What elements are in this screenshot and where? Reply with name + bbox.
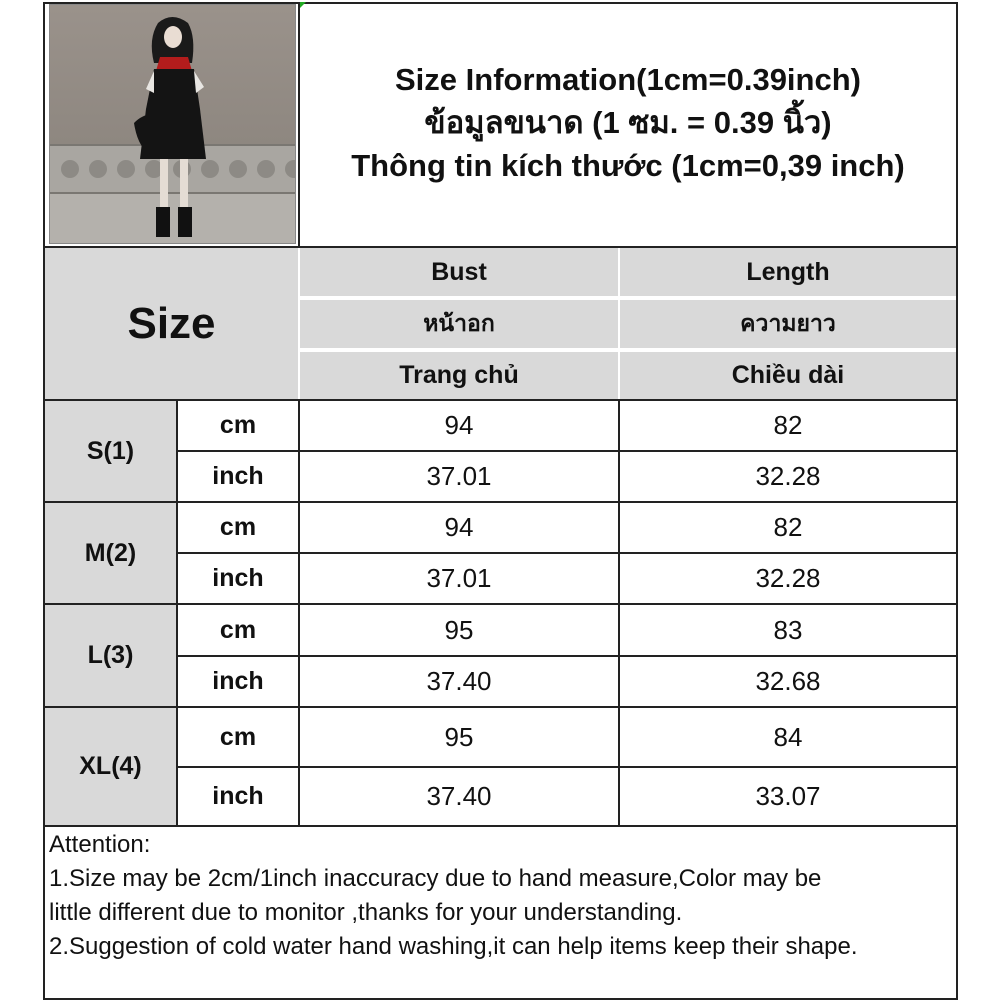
unit-cm: cm: [178, 401, 298, 450]
bust-inch-l: 37.40: [300, 657, 618, 706]
unit-inch: inch: [178, 657, 298, 706]
notes-line: 2.Suggestion of cold water hand washing,it can help items keep their shape.: [49, 933, 858, 960]
title-vietnamese: Thông tin kích thước (1cm=0,39 inch): [351, 148, 905, 183]
product-photo: [49, 4, 296, 244]
length-cm-s: 82: [620, 401, 956, 450]
bust-header-vi: Trang chủ: [300, 352, 618, 399]
length-inch-l: 32.68: [620, 657, 956, 706]
length-cm-xl: 84: [620, 708, 956, 766]
unit-inch: inch: [178, 768, 298, 825]
bust-inch-m: 37.01: [300, 554, 618, 603]
bust-header-en: Bust: [300, 248, 618, 296]
length-cm-l: 83: [620, 605, 956, 655]
unit-inch: inch: [178, 452, 298, 501]
bust-header-th: หน้าอก: [300, 300, 618, 348]
bust-inch-xl: 37.40: [300, 768, 618, 825]
length-inch-s: 32.28: [620, 452, 956, 501]
size-label-m: M(2): [45, 503, 176, 603]
bust-cm-s: 94: [300, 401, 618, 450]
attention-notes: [45, 828, 956, 998]
size-label-s: S(1): [45, 401, 176, 501]
unit-inch: inch: [178, 554, 298, 603]
notes-line: 1.Size may be 2cm/1inch inaccuracy due to hand measure,Color may be: [49, 865, 822, 892]
length-inch-xl: 33.07: [620, 768, 956, 825]
unit-cm: cm: [178, 708, 298, 766]
notes-line: little different due to monitor ,thanks for your understanding.: [49, 899, 683, 926]
title-thai: ข้อมูลขนาด (1 ซม. = 0.39 นิ้ว): [424, 105, 832, 140]
notes-heading: Attention:: [49, 831, 151, 858]
bust-inch-s: 37.01: [300, 452, 618, 501]
length-inch-m: 32.28: [620, 554, 956, 603]
size-label-l: L(3): [45, 605, 176, 706]
size-header: Size: [45, 248, 298, 399]
length-cm-m: 82: [620, 503, 956, 552]
bust-cm-m: 94: [300, 503, 618, 552]
size-label-xl: XL(4): [45, 708, 176, 825]
bust-cm-l: 95: [300, 605, 618, 655]
bust-cm-xl: 95: [300, 708, 618, 766]
title-english: Size Information(1cm=0.39inch): [395, 62, 861, 97]
length-header-en: Length: [620, 248, 956, 296]
title-block: [300, 58, 956, 190]
unit-cm: cm: [178, 503, 298, 552]
model-photo-image: [50, 5, 295, 243]
length-header-th: ความยาว: [620, 300, 956, 348]
length-header-vi: Chiều dài: [620, 352, 956, 399]
unit-cm: cm: [178, 605, 298, 655]
